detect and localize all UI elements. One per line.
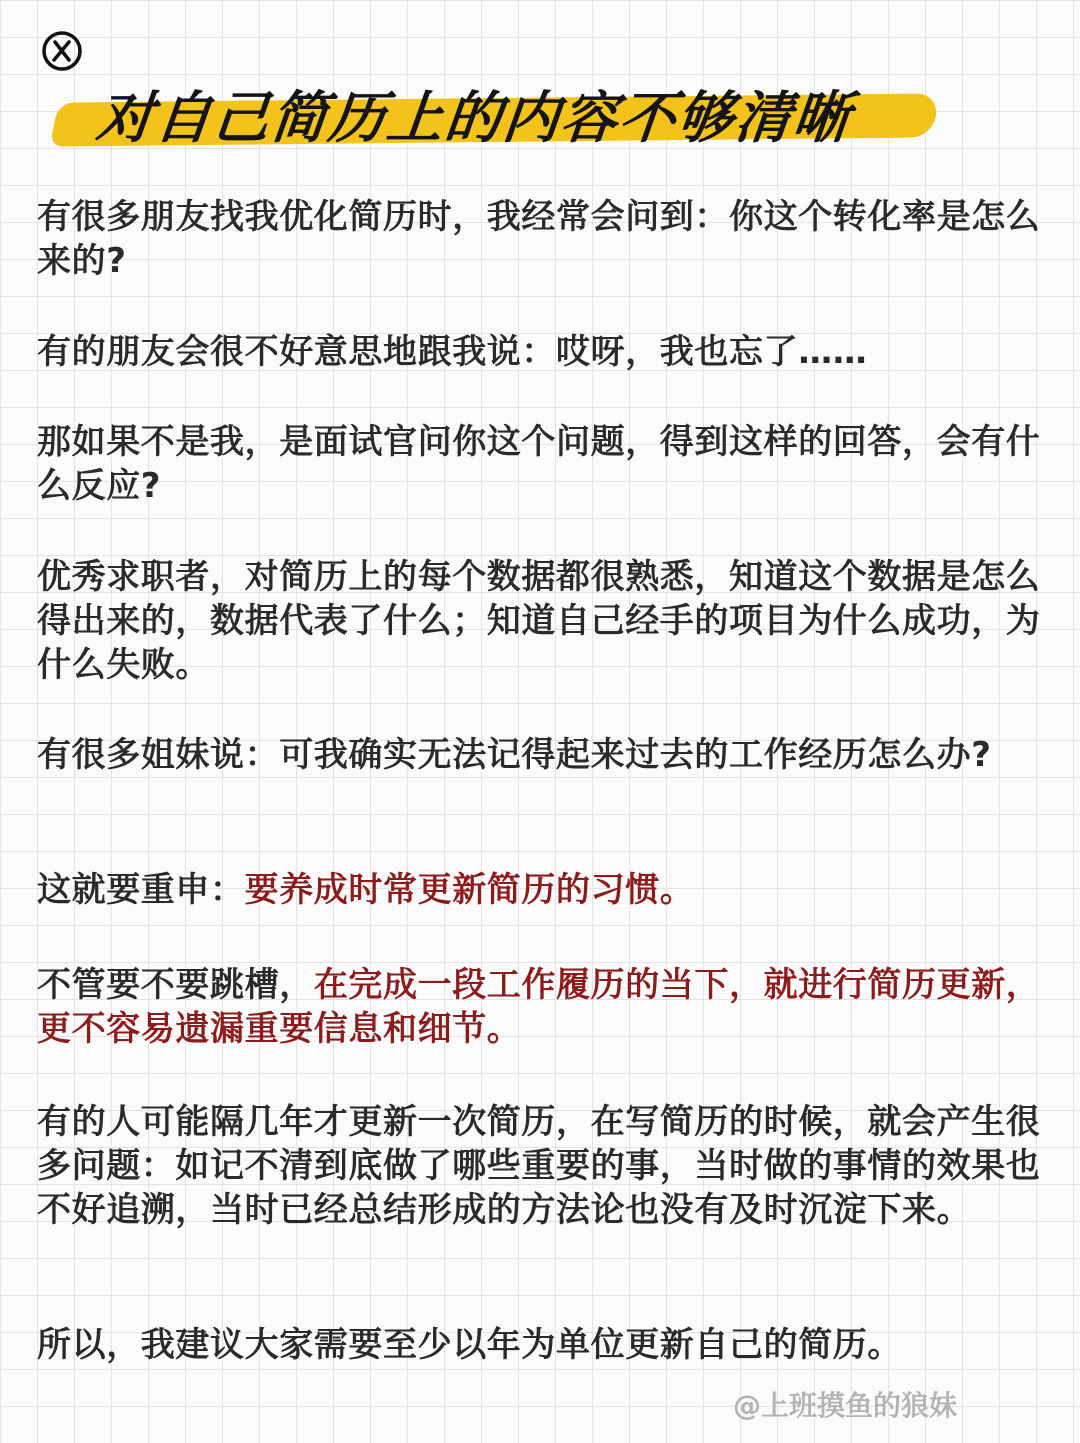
paragraph-5: 有很多姐妹说：可我确实无法记得起来过去的工作经历怎么办? [37, 735, 992, 775]
paragraph-6 [37, 868, 1047, 912]
paragraph-3: 那如果不是我，是面试官问你这个问题，得到这样的回答，会有什么反应? [37, 422, 1041, 506]
paragraph-6-highlight: 要养成时常更新简历的习惯。 [244, 870, 695, 910]
paragraph-7-highlight: 在完成一段工作履历的当下，就进行简历更新，更不容易遗漏重要信息和细节。 [37, 965, 1041, 1049]
paragraph-6-text: 这就要重申： [37, 870, 245, 910]
paragraph-8: 有的人可能隔几年才更新一次简历，在写简历的时候，就会产生很多问题：如记不清到底做了哪些重要的事，当时做的事情的效果也不好追溯，当时已经总结形成的方法论也没有及时沉淀下来。 [37, 1102, 1041, 1230]
circled-x-icon [41, 30, 83, 72]
paragraph-7-text: 不管要不要跳槽， [37, 965, 314, 1005]
title-banner [55, 82, 955, 160]
paragraph-2: 有的朋友会很不好意思地跟我说：哎呀，我也忘了…… [37, 332, 868, 372]
paragraph-4: 优秀求职者，对简历上的每个数据都很熟悉，知道这个数据是怎么得出来的，数据代表了什么；知道自己经手的项目为什么成功，为什么失败。 [37, 557, 1041, 685]
paragraph-7 [37, 963, 1047, 1051]
paragraph-1: 有很多朋友找我优化简历时，我经常会问到：你这个转化率是怎么来的? [37, 197, 1041, 281]
paragraph-9: 所以，我建议大家需要至少以年为单位更新自己的简历。 [37, 1325, 902, 1365]
page-title: 对自己简历上的内容不够清晰 [93, 86, 855, 151]
author-watermark: @上班摸鱼的狼妹 [733, 1389, 958, 1422]
